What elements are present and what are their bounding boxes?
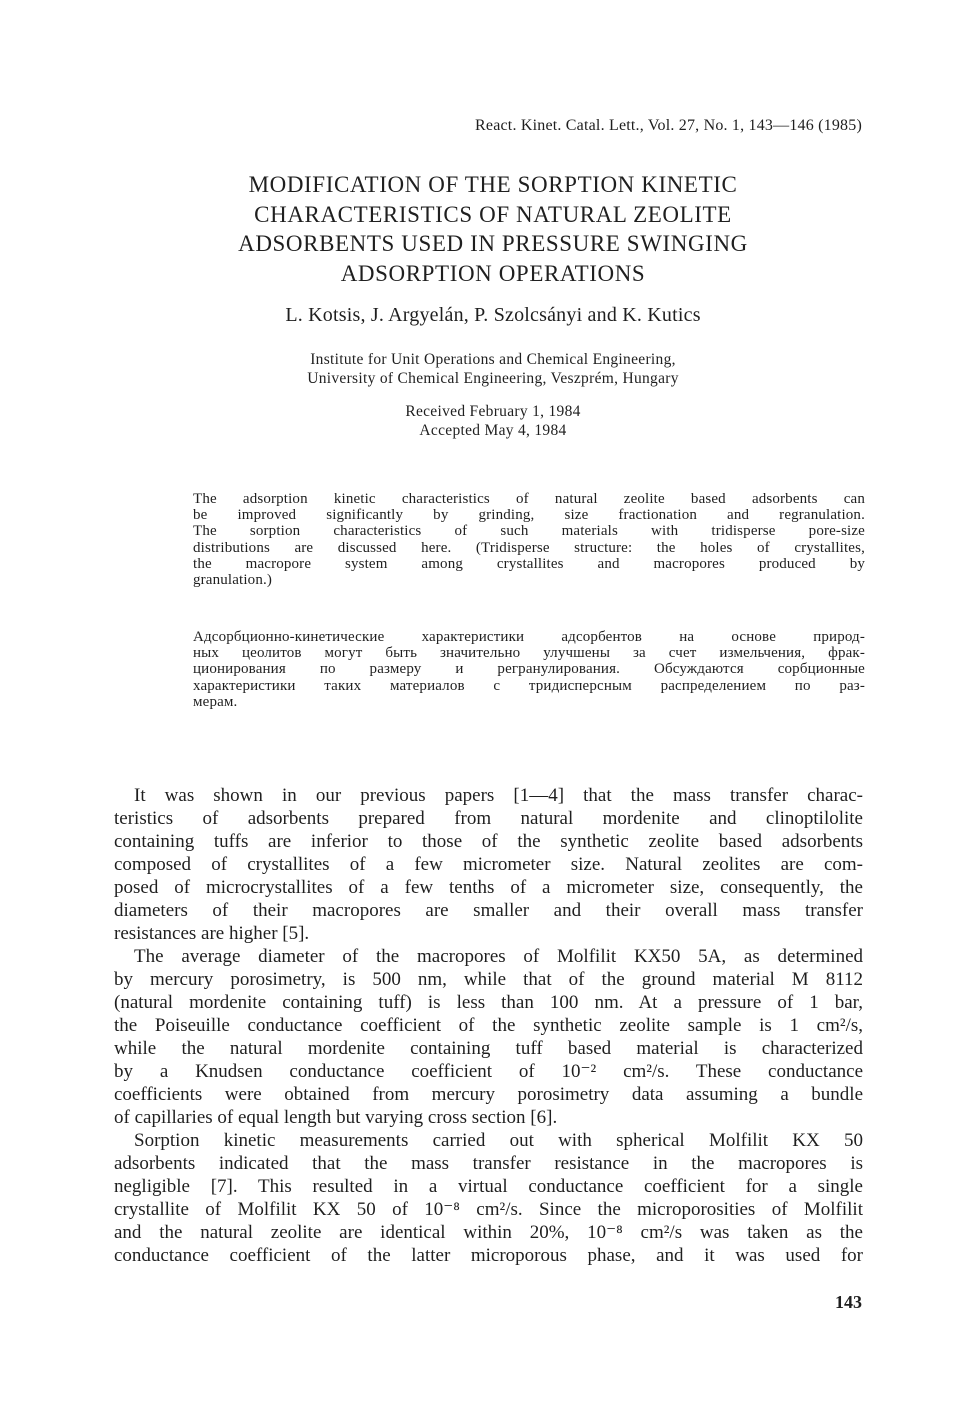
body-line: adsorbents indicated that the mass transfer resistance in the macropores is xyxy=(114,1153,863,1174)
abstract-russian xyxy=(193,629,865,710)
title-line: ADSORBENTS USED IN PRESSURE SWINGING xyxy=(238,231,748,256)
abstract-line: ционирования по размеру и регранулирования. Обсуждаются сорбционные xyxy=(193,661,865,678)
body-line: the Poiseuille conductance coefficient of the synthetic zeolite sample is 1 cm²/s, xyxy=(114,1015,863,1036)
body-line: while the natural mordenite containing tuff based material is characterized xyxy=(114,1038,863,1059)
body-line: containing tuffs are inferior to those of the synthetic zeolite based adsorbents xyxy=(114,831,863,852)
abstract-line: характеристики таких материалов с тридисперсным распределением по раз- xyxy=(193,677,865,694)
affiliation xyxy=(150,350,836,388)
body-line: Sorption kinetic measurements carried out with spherical Molfilit KX 50 xyxy=(134,1130,863,1151)
abstract-line: мерам. xyxy=(193,693,238,710)
body-text xyxy=(114,784,863,1267)
journal-citation: React. Kinet. Catal. Lett., Vol. 27, No. 1, 143—146 (1985) xyxy=(475,117,862,134)
title-line: MODIFICATION OF THE SORPTION KINETIC xyxy=(248,172,738,197)
affiliation-line: University of Chemical Engineering, Veszprém, Hungary xyxy=(307,370,679,387)
page-number: 143 xyxy=(835,1292,862,1312)
accepted-date: Accepted May 4, 1984 xyxy=(419,422,567,439)
body-line: coefficients were obtained from mercury porosimetry data assuming a bundle xyxy=(114,1084,863,1105)
abstract-line: distributions are discussed here. (Tridisperse structure: the holes of crystallites, xyxy=(193,539,865,556)
body-line: by mercury porosimetry, is 500 nm, while that of the ground material M 8112 xyxy=(114,969,863,990)
body-line: teristics of adsorbents prepared from natural mordenite and clinoptilolite xyxy=(114,808,863,829)
body-line: The average diameter of the macropores of Molfilit KX50 5A, as determined xyxy=(134,946,863,967)
body-line: resistances are higher [5]. xyxy=(114,923,310,944)
body-line: crystallite of Molfilit KX 50 of 10⁻⁸ cm²/s. Since the microporosities of Molfilit xyxy=(114,1199,863,1220)
paper-title xyxy=(150,170,836,288)
body-line: by a Knudsen conductance coefficient of 10⁻² cm²/s. These conductance xyxy=(114,1061,863,1082)
title-line: CHARACTERISTICS OF NATURAL ZEOLITE xyxy=(254,201,732,227)
body-line: conductance coefficient of the latter microporous phase, and it was used for xyxy=(114,1245,863,1266)
abstract-line: The adsorption kinetic characteristics of natural zeolite based adsorbents can xyxy=(193,491,865,507)
abstract-line: granulation.) xyxy=(193,571,273,588)
received-date: Received February 1, 1984 xyxy=(405,403,581,420)
abstract-line: be improved significantly by grinding, size fractionation and regranulation. xyxy=(193,507,865,524)
body-line: posed of microcrystallites of a few tenths of a micrometer size, consequently, the xyxy=(114,877,863,898)
abstract-english xyxy=(193,491,865,588)
abstract-line: Адсорбционно-кинетические характеристики адсорбентов на основе природ- xyxy=(193,629,865,645)
body-line: diameters of their macropores are smaller and their overall mass transfer xyxy=(114,900,863,921)
body-line: (natural mordenite containing tuff) is less than 100 nm. At a pressure of 1 bar, xyxy=(114,992,863,1013)
title-line: ADSORPTION OPERATIONS xyxy=(340,260,646,286)
abstract-line: The sorption characteristics of such materials with tridisperse pore-size xyxy=(193,523,865,540)
affiliation-line: Institute for Unit Operations and Chemical Engineering, xyxy=(310,351,676,368)
submission-dates xyxy=(150,402,836,440)
author-list: L. Kotsis, J. Argyelán, P. Szolcsányi and K. Kutics xyxy=(285,304,701,326)
abstract-line: ных цеолитов могут быть значительно улучшены за счет измельчения, фрак- xyxy=(193,645,865,662)
body-line: composed of crystallites of a few micrometer size. Natural zeolites are com- xyxy=(114,854,863,875)
body-line: It was shown in our previous papers [1—4] that the mass transfer charac- xyxy=(134,785,863,806)
abstract-line: the macropore system among crystallites and macropores produced by xyxy=(193,555,865,572)
body-line: negligible [7]. This resulted in a virtual conductance coefficient for a single xyxy=(114,1176,863,1197)
body-line: of capillaries of equal length but varying cross section [6]. xyxy=(114,1107,558,1128)
body-line: and the natural zeolite are identical within 20%, 10⁻⁸ cm²/s was taken as the xyxy=(114,1222,863,1243)
